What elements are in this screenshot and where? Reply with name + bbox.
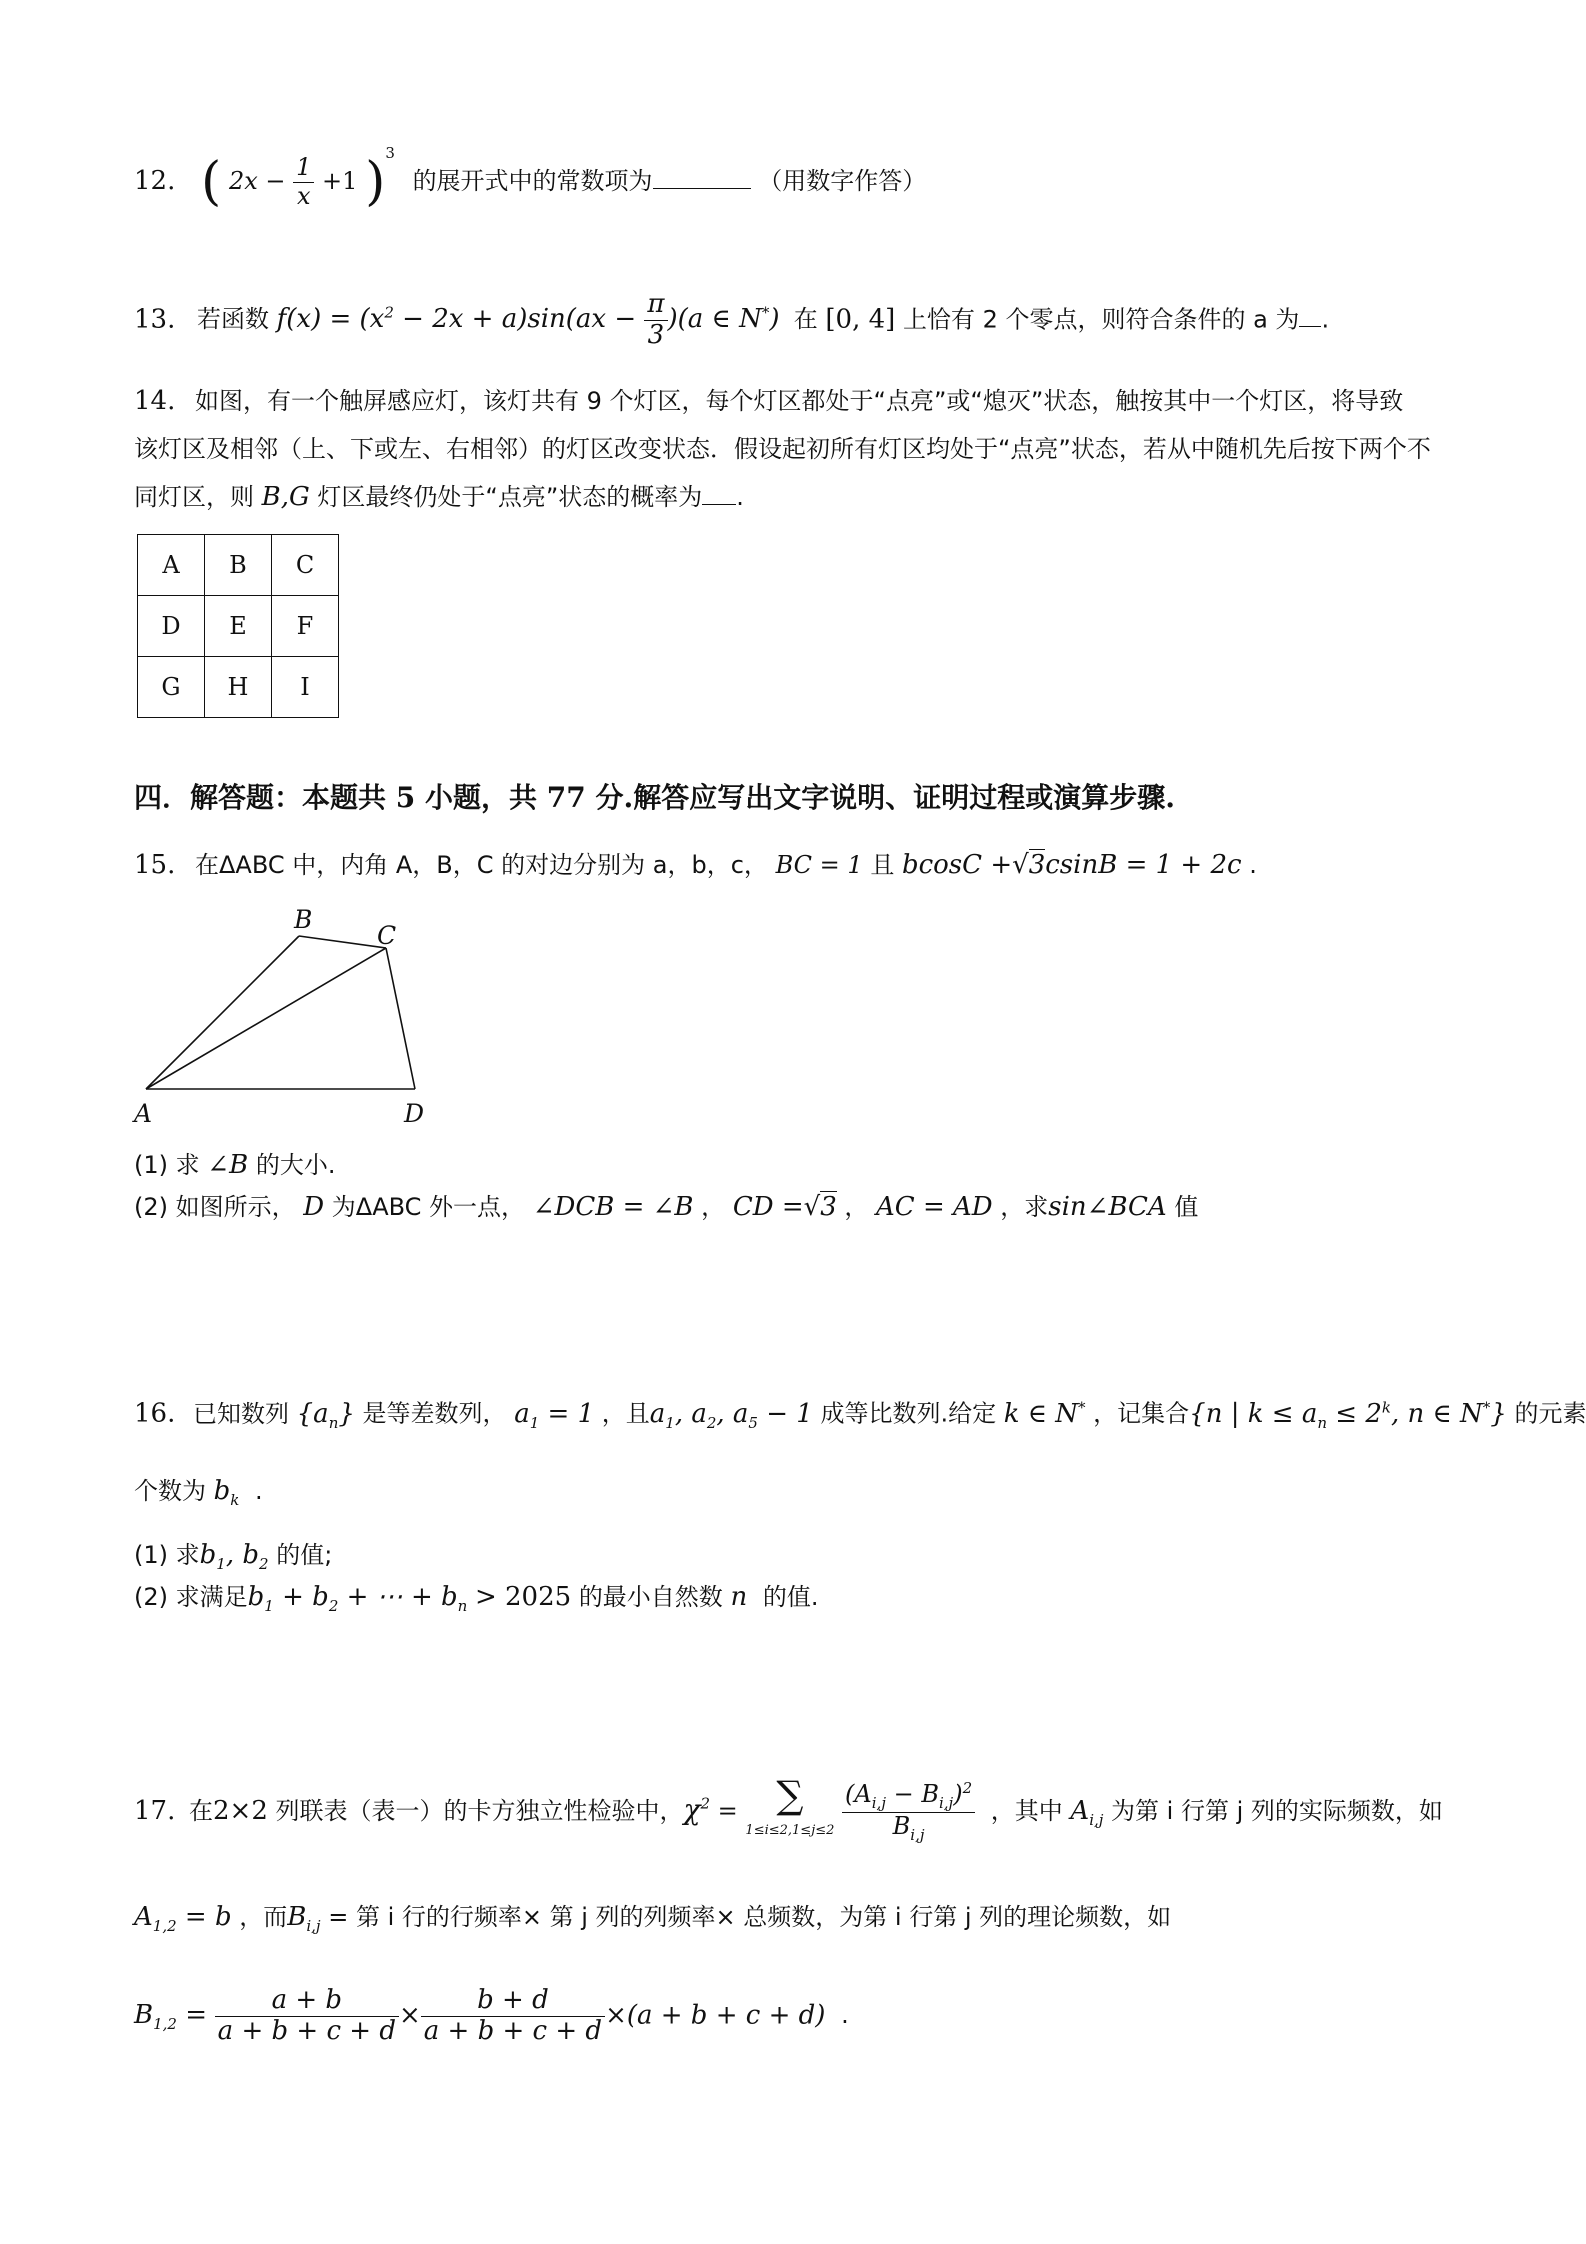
- chi-fraction: $\frac{(A_{i,j} - B_{i,j})^2}{B_{i,j}}$: [842, 1780, 975, 1844]
- fraction-1: $\frac{a + b}{a + b + c + d}$: [215, 1986, 399, 2047]
- function-expr: $f(x) = (x^2 - 2x + a)\sin(ax$ − $\frac{\pi}{3}$ )(a ∈ N*): [276, 289, 780, 350]
- question-number: 17.: [134, 1796, 176, 1826]
- interval: [0, 4]: [825, 304, 896, 335]
- grid-cell: I: [272, 657, 339, 718]
- quadrilateral-figure: [130, 900, 460, 1130]
- grid-cell: G: [138, 657, 205, 718]
- grid-cell: C: [272, 535, 339, 596]
- question-number: 16.: [134, 1398, 176, 1429]
- answer-blank: [653, 188, 751, 189]
- grid-cell: A: [138, 535, 205, 596]
- question-15-part-2: (2) 如图所示， D 为ΔABC 外一点， ∠DCB = ∠B ， CD =√3 ， AC = AD ，求sin∠BCA 值: [134, 1192, 1199, 1222]
- question-text: 的展开式中的常数项为: [412, 167, 653, 196]
- light-grid: [137, 534, 339, 718]
- question-16-line-2: 个数为 $b_k$ .: [134, 1476, 263, 1510]
- point-label-C: C: [377, 921, 397, 950]
- fraction-2: $\frac{b + d}{a + b + c + d}$: [421, 1986, 605, 2047]
- fraction: $\frac{1}{x}$: [293, 154, 314, 210]
- question-14-line-1: 14. 如图，有一个触屏感应灯，该灯共有 9 个灯区，每个灯区都处于“点亮”或“熄灭”状态，触按其中一个灯区，将导致: [134, 386, 1404, 416]
- question-17-line-2: $A_{1,2} = b$ ，而$B_{i,j}$ = 第 i 行的行频率× 第 j 列的列频率× 总频数，为第 i 行第 j 列的理论频数，如: [134, 1902, 1172, 1936]
- grid-cell: F: [272, 596, 339, 657]
- grid-cell: D: [138, 596, 205, 657]
- point-label-A: A: [134, 1099, 153, 1128]
- section-heading: 四．解答题：本题共 5 小题，共 77 分.解答应写出文字说明、证明过程或演算步骤.: [134, 781, 1175, 814]
- question-16-part-2: (2) 求满足$b_1 + b_2$ + ⋯ + $b_n > 2025$ 的最小自然数 n 的值.: [134, 1582, 819, 1616]
- answer-blank: [702, 504, 736, 505]
- segment-BC: [299, 936, 386, 948]
- question-15: 15. 在ΔABC 中，内角 A，B，C 的对边分别为 a，b，c， BC = 1 且 bcosC +√3csinB = 1 + 2c .: [134, 850, 1257, 880]
- question-17: 17. 在2×2 列联表（表一）的卡方独立性检验中，$\chi^2$ = ∑ 1≤i≤2,1≤j≤2 $\frac{(A_{i,j} - B_{i,j})^2}{B_{i,j}}$ ，其中 $A_{i,j}$ 为第 i 行第 j 列的实际频数，如: [134, 1776, 1443, 1848]
- grid-cell: B: [205, 535, 272, 596]
- question-number: 12.: [134, 166, 176, 197]
- point-label-D: D: [404, 1099, 425, 1128]
- question-14-line-3: 同灯区，则 B,G 灯区最终仍处于“点亮”状态的概率为 .: [134, 482, 744, 512]
- expr-part: +1: [322, 167, 358, 196]
- question-17-line-3: $B_{1,2}$ = $\frac{a + b}{a + b + c + d}$ × $\frac{b + d}{a + b + c + d}$ ×(a + b + c + d) .: [134, 1985, 849, 2046]
- question-15-part-1: (1) 求 ∠B 的大小.: [134, 1150, 336, 1180]
- segment-CD: [386, 948, 415, 1089]
- question-note: （用数字作答）: [758, 167, 927, 196]
- question-14-line-2: 该灯区及相邻（上、下或左、右相邻）的灯区改变状态．假设起初所有灯区均处于“点亮”状态，若从中随机先后按下两个不: [134, 435, 1431, 463]
- expr-part: 2x −: [228, 167, 286, 196]
- grid-cell: E: [205, 596, 272, 657]
- question-12: 12. ( 2x − $\frac{1}{x}$ +1 )$^3$ 的展开式中的常数项为 （用数字作答）: [134, 144, 927, 213]
- question-number: 13.: [134, 304, 176, 335]
- power: 3: [385, 144, 395, 163]
- question-13: 13. 若函数 $f(x) = (x^2 - 2x + a)\sin(ax$ − $\frac{\pi}{3}$ )(a ∈ N*) 在 [0, 4] 上恰有 2 个零点，则符合条件的 a 为 .: [134, 289, 1330, 350]
- equation: bcosC +√3csinB = 1 + 2c: [901, 850, 1242, 880]
- point-label-B: B: [294, 905, 313, 934]
- question-number: 14.: [134, 386, 176, 416]
- grid-cell: H: [205, 657, 272, 718]
- question-16-part-1: (1) 求$b_1$, $b_2$ 的值;: [134, 1540, 333, 1574]
- question-16: 16. 已知数列 $\{a_n\}$ 是等差数列， $a_1 = 1$ ，且$a_1$, $a_2$, $a_5 - 1$ 成等比数列.给定 k ∈ N* ，记集合{n | $k \le a_n \le 2^k$, n ∈ N*} 的元素: [134, 1398, 1586, 1432]
- summation: ∑ 1≤i≤2,1≤j≤2: [745, 1773, 835, 1838]
- answer-blank: [1299, 326, 1321, 327]
- question-number: 15.: [134, 850, 176, 880]
